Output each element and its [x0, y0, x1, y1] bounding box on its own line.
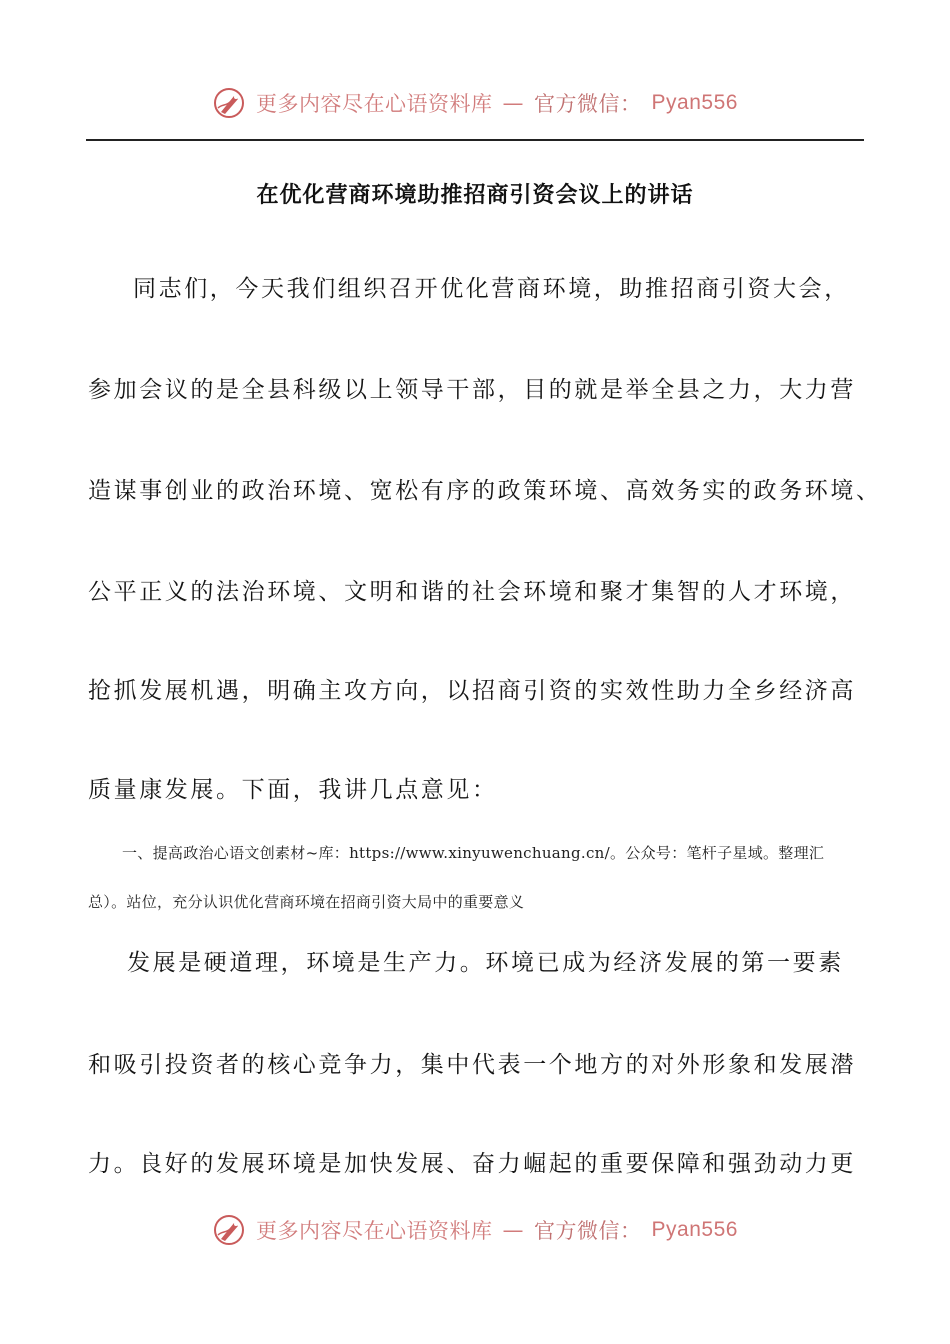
header-watermark [0, 86, 950, 120]
watermark-wechat-label: 官方微信： [534, 92, 642, 116]
document-title: 在优化营商环境助推招商引资会议上的讲话 [256, 183, 694, 208]
header-divider [86, 139, 864, 141]
pen-nib-logo-icon [212, 1213, 246, 1247]
watermark-brand: 更多内容尽在心语资料库 [256, 92, 493, 116]
watermark-separator: — [502, 91, 525, 115]
section-heading-line: 一、提高政治心语文创素材~库：https://www.xinyuwenchuang.cn/。公众号：笔杆子星域。整理汇 [122, 844, 825, 862]
paragraph-line: 发展是硬道理，环境是生产力。环境已成为经济发展的第一要素 [127, 950, 844, 976]
paragraph-line: 质量康发展。下面，我讲几点意见： [88, 777, 498, 803]
paragraph-line: 力。良好的发展环境是加快发展、奋力崛起的重要保障和强劲动力更 [88, 1151, 856, 1177]
paragraph-line: 造谋事创业的政治环境、宽松有序的政策环境、高效务实的政务环境、 [88, 478, 882, 504]
paragraph-line: 和吸引投资者的核心竞争力，集中代表一个地方的对外形象和发展潜 [88, 1052, 856, 1078]
section-heading-line: 总）。站位，充分认识优化营商环境在招商引资大局中的重要意义 [88, 893, 525, 911]
paragraph-line: 参加会议的是全县科级以上领导干部，目的就是举全县之力，大力营 [88, 377, 856, 403]
paragraph-line: 同志们，今天我们组织召开优化营商环境，助推招商引资大会， [133, 276, 850, 302]
watermark-wechat-id: Pyan556 [651, 1218, 738, 1241]
paragraph-line: 公平正义的法治环境、文明和谐的社会环境和聚才集智的人才环境， [88, 579, 856, 605]
watermark-brand: 更多内容尽在心语资料库 [256, 1219, 493, 1243]
pen-nib-logo-icon [212, 86, 246, 120]
paragraph-line: 抢抓发展机遇，明确主攻方向，以招商引资的实效性助力全乡经济高 [88, 678, 856, 704]
watermark-wechat-label: 官方微信： [534, 1219, 642, 1243]
watermark-wechat-id: Pyan556 [651, 91, 738, 114]
watermark-separator: — [502, 1218, 525, 1242]
footer-watermark [0, 1213, 950, 1247]
